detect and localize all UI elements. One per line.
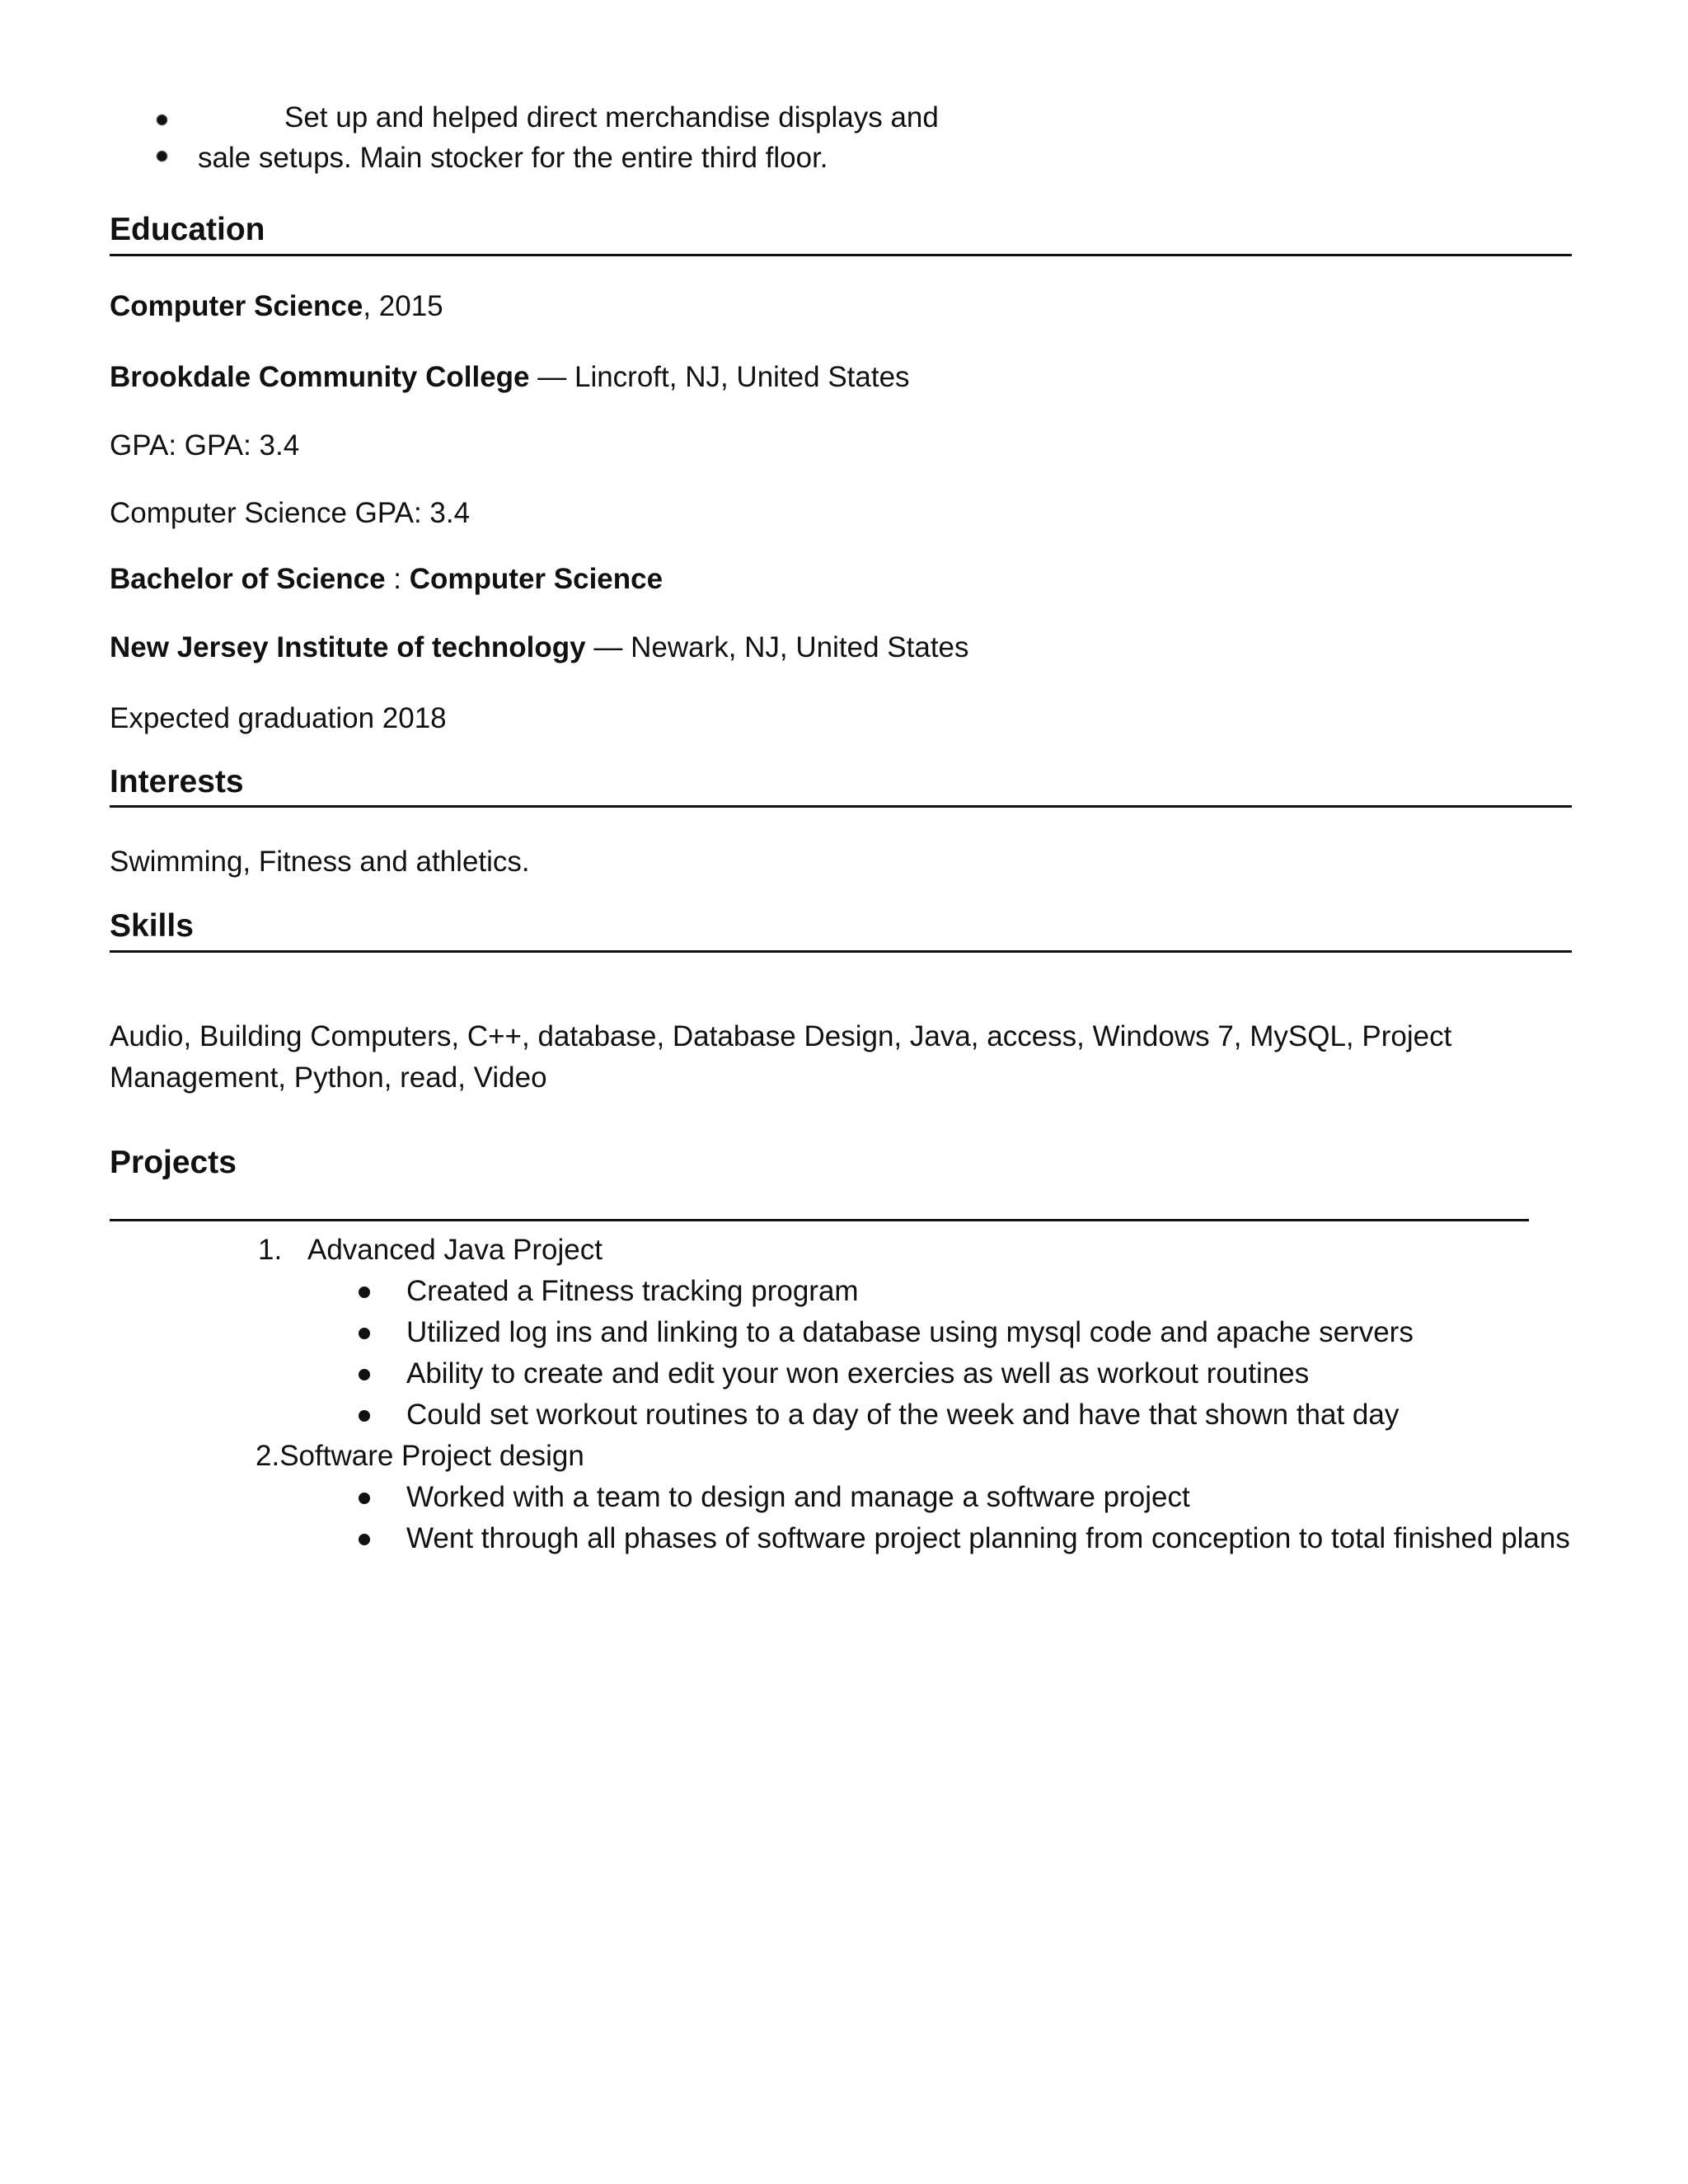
skills-heading: Skills	[110, 908, 194, 944]
project-1-bullet-2: Utilized log ins and linking to a database using mysql code and apache servers	[406, 1316, 1414, 1348]
project-2-title: Software Project design	[279, 1440, 584, 1472]
degree-year: , 2015	[363, 290, 443, 322]
degree-separator: :	[385, 563, 410, 595]
school-location: — Newark, NJ, United States	[585, 631, 969, 663]
school-location: — Lincroft, NJ, United States	[529, 361, 910, 393]
education-degree-2	[110, 563, 663, 596]
project-2-bullet-2: Went through all phases of software project planning from conception to total finished plans	[406, 1522, 1570, 1554]
project-1-bullet-3: Ability to create and edit your won exercies as well as workout routines	[406, 1357, 1310, 1390]
project-1-title: Advanced Java Project	[307, 1234, 603, 1266]
skills-line-1: Audio, Building Computers, C++, database, Database Design, Java, access, Windows 7, MySQL, Project	[110, 1020, 1452, 1052]
education-gpa: GPA: GPA: 3.4	[110, 429, 300, 462]
bullet-icon	[359, 1369, 370, 1380]
bullet-icon	[359, 1493, 370, 1504]
education-school-1	[110, 361, 910, 394]
interests-heading: Interests	[110, 764, 244, 799]
experience-line-2: sale setups. Main stocker for the entire third floor.	[198, 142, 828, 174]
project-1-bullet-1: Created a Fitness tracking program	[406, 1275, 859, 1307]
degree-major: Computer Science	[409, 563, 663, 595]
bullet-icon	[157, 151, 167, 162]
school-name: Brookdale Community College	[110, 361, 530, 393]
education-divider	[110, 254, 1572, 256]
school-name: New Jersey Institute of technology	[110, 631, 586, 663]
bullet-icon	[359, 1286, 370, 1298]
education-school-2	[110, 631, 969, 664]
project-1-number: 1.	[258, 1234, 283, 1266]
bullet-icon	[157, 115, 167, 125]
project-2-heading	[256, 1440, 584, 1473]
skills-divider	[110, 950, 1572, 953]
project-2-bullet-1: Worked with a team to design and manage a software project	[406, 1481, 1190, 1513]
degree-title: Bachelor of Science	[110, 563, 386, 595]
degree-title: Computer Science	[110, 290, 363, 322]
bullet-icon	[359, 1328, 370, 1339]
interests-divider	[110, 805, 1572, 808]
projects-heading: Projects	[110, 1145, 237, 1180]
experience-line-1: Set up and helped direct merchandise displays and	[284, 101, 939, 134]
bullet-icon	[359, 1410, 370, 1422]
project-1-bullet-4: Could set workout routines to a day of the week and have that shown that day	[406, 1399, 1400, 1431]
education-heading: Education	[110, 212, 265, 247]
project-2-number: 2.	[256, 1440, 280, 1472]
interests-text: Swimming, Fitness and athletics.	[110, 846, 530, 878]
education-expected-graduation: Expected graduation 2018	[110, 702, 447, 734]
projects-divider	[110, 1219, 1529, 1221]
bullet-icon	[359, 1534, 370, 1545]
education-degree-1	[110, 290, 443, 323]
education-major-gpa: Computer Science GPA: 3.4	[110, 497, 471, 529]
skills-line-2: Management, Python, read, Video	[110, 1062, 547, 1094]
